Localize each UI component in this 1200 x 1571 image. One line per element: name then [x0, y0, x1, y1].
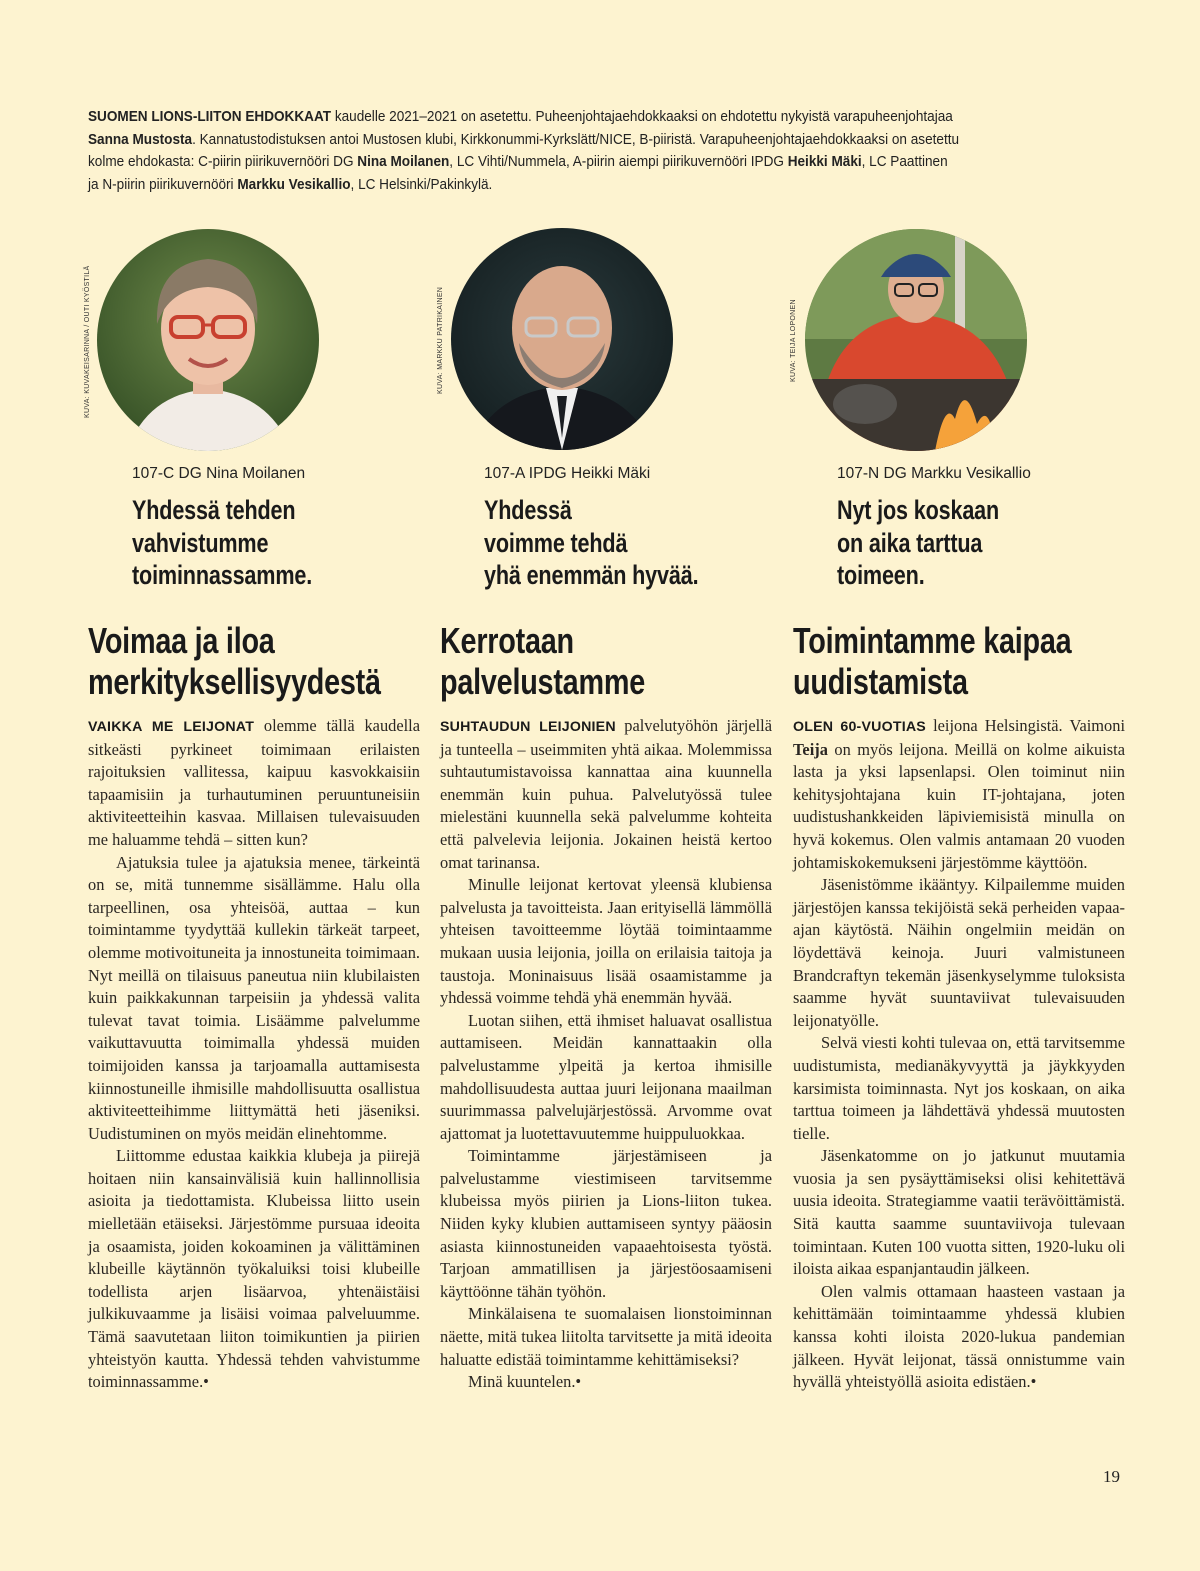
photo-credit: KUVA: TEIJA LOPONEN — [790, 299, 797, 382]
body-paragraph: Toimintamme järjestämiseen ja palvelustamme viestimiseen tarvitsemme klubeissa myös piirien ja Lions-liiton tukea. Niiden kyky klubien auttamiseen syntyy pääosin asiasta kiinnostuneiden vapaaehtoisesta työstä. Tarjoan ammatillisen ja järjestöosaamiseni käyttöönne tähän työhön. — [440, 1146, 772, 1301]
candidate-name: Nina Moilanen — [357, 154, 450, 170]
body-paragraph — [440, 715, 772, 874]
portrait-nina-moilanen — [97, 229, 319, 451]
body-paragraph: Ajatuksia tulee ja ajatuksia menee, tärkeintä on se, mitä tunnemme sisällämme. Halu olla tarpeellinen, osa yhteisöä, auttaa – kun toimintamme tyydyttää kullekin tärkeät tarpeet, olemme motivoituneita ja innostuneita toimimaan. Nyt meillä on tilaisuus paneutua niin klubilaisten kuin paikkakunnan tarpeisiin ja yhdessä valita tulevat tavat toimia. Lisäämme palvelumme vaikuttavuutta toimimalla yhdessä muiden toimijoiden kanssa ja tarjoamalla auttamisesta kiinnostuneille ihmisille mahdollisuutta osallistua aktiviteetteihimme liittymättä heti jäseniksi. Uudistuminen on myös meidän elinehtomme. — [88, 852, 420, 1143]
body-paragraph: Selvä viesti kohti tulevaa on, että tarvitsemme uudistumista, medianäkyvyyttä ja jäykkyyden karsimista toiminnasta. Nyt jos koskaan, on aika tarttua toimeen ja lähdettävä yhdessä muutosten tielle. — [793, 1033, 1125, 1143]
intro-text: kolme ehdokasta: C-piirin piirikuvernööri DG — [88, 154, 358, 170]
quote-line: Nyt jos koskaan — [837, 495, 1000, 525]
run-in-lead: SUHTAUDUN LEIJONIEN — [440, 719, 616, 735]
article-headline — [440, 620, 776, 702]
body-text: leijona Helsingistä. Vaimoni — [925, 716, 1125, 735]
quote-line: Yhdessä tehden — [132, 495, 296, 525]
article-body-2 — [440, 715, 772, 1394]
candidate-name: Markku Vesikallio — [237, 176, 351, 193]
intro-text: , LC Helsinki/Pakinkylä. — [350, 176, 493, 193]
quote-line: yhä enemmän hyvää. — [484, 560, 699, 590]
candidate-name: Heikki Mäki — [787, 154, 862, 170]
body-text: palvelutyöhön järjellä ja tunteella – useimmiten yhtä aikaa. Molemmissa suhtautumistavoissa kannattaa aina kuunnella enemmän kuin puhua. Palvelutyössä tulee mielestäni kuunnella sekä palvelumme kohteita että palvelevia leijonia. Jokainen heistä kertoo omat tarinansa. — [440, 716, 772, 872]
quote-line: toiminnassamme. — [132, 560, 313, 590]
quote-line: vahvistumme — [132, 527, 269, 558]
run-in-lead: VAIKKA ME LEIJONAT — [88, 719, 255, 735]
body-text: olemme tällä kaudella sitkeästi pyrkineet toimimaan erilaisten rajoituksien vallitessa, kaipuu kasvokkaisiin tapaamisiin ja turhautuminen peruuntuneisiin aktiviteetteihin kasvaa. Millaisen tulevaisuuden me haluamme tehdä – sitten kun? — [88, 716, 420, 849]
article-headline — [88, 620, 424, 702]
intro-text: , LC Vihti/Nummela, A-piirin aiempi piirikuvernööri IPDG — [449, 154, 788, 170]
quote-line: voimme tehdä — [484, 527, 628, 558]
intro-text: ja N-piirin piirikuvernööri — [88, 176, 238, 193]
headline-line: Kerrotaan — [440, 620, 574, 661]
body-paragraph: Liittomme edustaa kaikkia klubeja ja piirejä hoitaen niin kansainvälisiä kuin hallinnollisia asioita ja tiedottamista. Klubeissa liitto usein mielletään etäiseksi. Järjestömme pursuaa ideoita ja osaamista, joiden kokoaminen ja välittäminen klubeille käytännön työkaluiksi toisi klubeille todellista arjen lisäarvoa, yhtenäistäisi julkikuvaamme ja lisäisi voimaa palveluumme. Tämä saavutetaan liiton toimikuntien ja piirien yhteistyön kautta. Yhdessä tehden vahvistumme toiminnassamme.• — [88, 1146, 420, 1392]
quote-line: toimeen. — [837, 560, 925, 590]
page-number: 19 — [1103, 1467, 1120, 1486]
body-paragraph: Jäsenkatomme on jo jatkunut muutamia vuosia ja sen pysäyttämiseksi olisi kehitettävä uusia ideoita. Strategiamme vaatii terävöittämistä. Sitä kautta saamme suuntaviivoja tulevaan toimintaan. Kuten 100 vuotta sitten, 1920-luku oli iloista aikaa espanjantaudin jälkeen. — [793, 1146, 1125, 1279]
candidate-column-3 — [793, 460, 1133, 592]
body-paragraph: Minkälaisena te suomalaisen lionstoiminnan näette, mitä tukea liitolta tarvitsette ja mitä ideoita haluatte edistää toimintamme kehittämiseksi? — [440, 1304, 772, 1369]
article-body-1 — [88, 715, 420, 1394]
candidate-name: Sanna Mustosta — [88, 131, 193, 148]
headline-line: Voimaa ja iloa — [88, 620, 275, 661]
portrait-markku-vesikallio — [805, 229, 1027, 451]
pull-quote — [837, 494, 1157, 592]
pull-quote — [132, 494, 452, 592]
intro-paragraph — [88, 106, 1120, 196]
headline-line: merkityksellisyydestä — [88, 661, 381, 702]
photo-caption: 107-A IPDG Heikki Mäki — [484, 465, 651, 482]
headline-line: Toimintamme kaipaa — [793, 620, 1072, 661]
photo-credit: KUVA: MARKKU PATRIKAINEN — [437, 286, 444, 394]
pull-quote — [484, 494, 804, 592]
article-body-3 — [793, 715, 1125, 1394]
headline-line: palvelustamme — [440, 661, 645, 702]
portrait-heikki-maki — [451, 228, 673, 450]
body-paragraph: Olen valmis ottamaan haasteen vastaan ja kehittämään toimintaamme yhdessä klubien kanssa kohti iloista 2020-lukua pandemian jälkeen. Hyvät leijonat, tässä onnistumme vain hyvällä yhteistyöllä asioita edistäen.• — [793, 1281, 1125, 1392]
headline-line: uudistamista — [793, 661, 968, 702]
spouse-name: Teija — [793, 739, 828, 759]
photo-caption: 107-C DG Nina Moilanen — [132, 465, 306, 482]
candidate-column-2 — [440, 460, 780, 592]
body-text: on myös leijona. Meillä on kolme aikuista lasta ja yksi lapsenlapsi. Olen toiminut niin kehitysjohtajana kuin IT-johtajana, joten uudistushankkeiden läpiviemisistä minulla on hyvä kokemus. Olen valmis antamaan 20 vuoden johtamiskokemukseni järjestömme käyttöön. — [793, 739, 1125, 872]
photo-caption: 107-N DG Markku Vesikallio — [837, 465, 1031, 482]
body-paragraph: Luotan siihen, että ihmiset haluavat osallistua auttamiseen. Meidän kannattaakin olla palvelustamme ylpeitä ja kertoa ihmisille mahdollisuudesta auttaa juuri leijonana maailman suurimmassa palvelujärjestössä. Arvomme ovat ajattomat ja luotettavuutemme huippuluokkaa. — [440, 1010, 772, 1143]
body-paragraph: Minulle leijonat kertovat yleensä klubiensa palvelusta ja tavoitteista. Jaan erityisellä lämmöllä yhteisen tavoitteemme löytää toimintaamme mukaan uusia leijonia, joilla on erilaisia taitoja ja taustoja. Moninaisuus lisää osaamistamme ja yhdessä voimme tehdä yhä enemmän hyvää. — [440, 875, 772, 1008]
intro-text: kaudelle 2021–2021 on asetettu. Puheenjohtajaehdokkaaksi on ehdotettu nykyistä varapuheenjohtajaa — [331, 109, 953, 125]
candidate-column-1 — [88, 460, 428, 592]
body-paragraph — [793, 715, 1125, 874]
quote-line: Yhdessä — [484, 495, 572, 525]
intro-text: . Kannatustodistuksen antoi Mustosen klubi, Kirkkonummi-Kyrkslätt/NICE, B-piiristä. Varapuheenjohtajaehdokkaaksi on asetettu — [192, 131, 960, 148]
photo-credit: KUVA: KUVAKEISARINNA / OUTI KYÖSTILÄ — [84, 265, 91, 418]
intro-text: , LC Paattinen — [861, 154, 948, 170]
run-in-lead: OLEN 60-VUOTIAS — [793, 719, 926, 735]
quote-line: on aika tarttua — [837, 527, 983, 558]
body-paragraph: Minä kuuntelen.• — [468, 1372, 582, 1392]
body-paragraph — [88, 715, 420, 852]
article-headline — [793, 620, 1129, 702]
intro-lead: SUOMEN LIONS-LIITON EHDOKKAAT — [88, 109, 332, 125]
body-paragraph: Jäsenistömme ikääntyy. Kilpailemme muiden järjestöjen kanssa tekijöistä sekä perheiden vapaa-ajan käytöstä. Näihin ongelmiin meidän on löydettävä keinoja. Juuri valmistuneen Brandcraftyn tekemän jäsenkyselymme tuloksista saamme hyvät suuntaviivat tulevaisuuden leijonatyölle. — [793, 875, 1125, 1030]
